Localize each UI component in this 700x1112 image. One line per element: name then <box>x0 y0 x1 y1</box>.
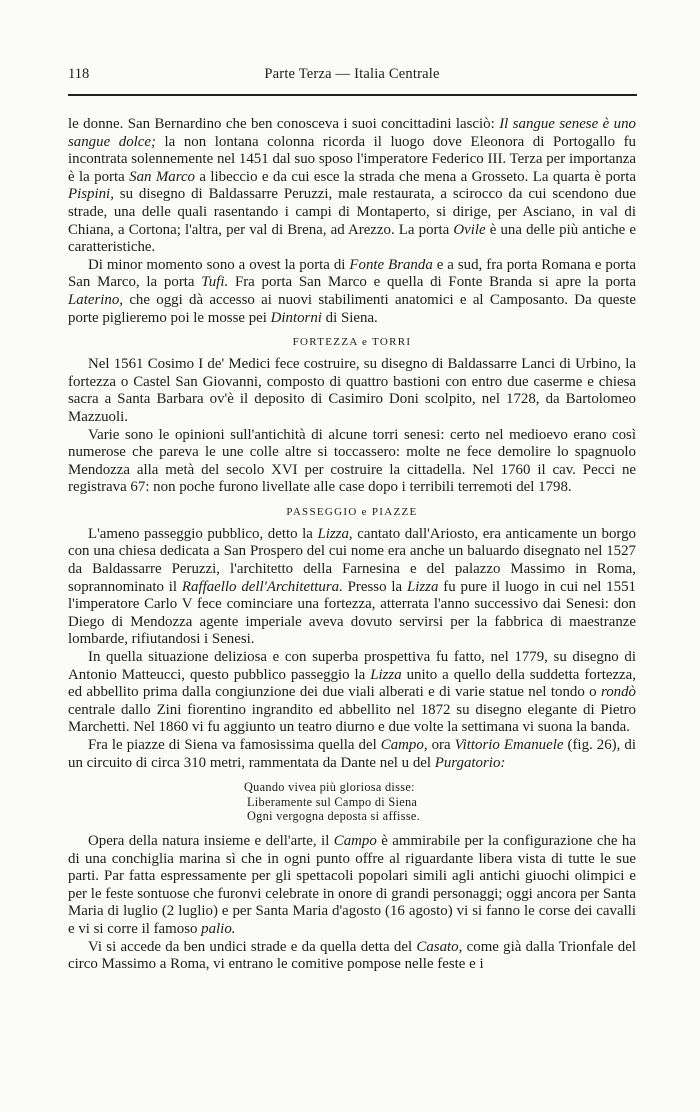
paragraph: Varie sono le opinioni sull'antichità di alcune torri senesi: certo nel medioevo erano così numerose che pareva le une colle altre si toccassero: molte ne fece demolire lo spagnuolo Mendozza alla metà del secolo XVI per costruire la cittadella. Nel 1760 il cav. Pecci ne registrava 67: non poche furono livellate alle case dopo i terribili terremoti del 1798. <box>68 426 636 496</box>
paragraph: Nel 1561 Cosimo I de' Medici fece costruire, su disegno di Baldassarre Lanci di Urbino, la fortezza o Castel San Giovanni, composto di quattro bastioni con entro due caserme e chiesa sacra a Santa Barbara ov'è il deposito di Casimiro Doni scolpito, nel 1728, da Bartolomeo Mazzuoli. <box>68 356 636 425</box>
section-heading: FORTEZZA e TORRI <box>292 336 412 349</box>
section-heading: PASSEGGIO e PIAZZE <box>286 505 418 518</box>
paragraph: Di minor momento sono a ovest la porta di Fonte Branda e a sud, fra porta Romana e porta San Marco, la porta Tufi. Fra porta San Marco e quella di Fonte Branda si apre la porta Laterino, che oggi dà accesso ai nuovi stabilimenti anatomici e al Camposanto. Da queste porte piglieremo poi le mosse pei Dintorni di Siena. <box>68 256 637 326</box>
verse-line: Liberamente sul Campo di Siena <box>247 794 418 809</box>
paragraph: In quella situazione deliziosa e con superba prospettiva fu fatto, nel 1779, su disegno di Antonio Matteucci, questo pubblico passeggio la Lizza unito a quello della suddetta fortezza, ed abbellito prima dalla congiunzione dei due viali alberati e di varie statue nel tondo o rondò centrale dallo Zini fiorentino ingrandito ed abbellito nel 1872 su disegno elegante di Pietro Marchetti. Nel 1860 vi fu aggiunto un teatro diurno e due volte la settimana vi suona la banda. <box>68 649 636 736</box>
running-head: Parte Terza — Italia Centrale <box>264 66 440 82</box>
paragraph: L'ameno passeggio pubblico, detto la Lizza, cantato dall'Ariosto, era anticamente un borgo con una chiesa dedicata a San Prospero del cui nome era anche un baluardo disegnato nel 1527 da Baldassarre Peruzzi, l'architetto della Farnesina e del palazzo Massimo in Roma, soprannominato il Raffaello dell'Architettura. Presso la Lizza fu pure il luogo in cui nel 1551 l'imperatore Carlo V fece cominciare una fortezza, atterrata l'anno successivo dai Senesi: don Diego di Mendozza agente imperiale aveva dovuto servirsi per la fabbrica di maestranze lombarde, rifiutandosi i Senesi. <box>68 525 636 648</box>
header-rule <box>68 94 637 96</box>
paragraph: le donne. San Bernardino che ben conosceva i suoi concittadini lasciò: Il sangue senese è uno sangue dolce; la non lontana colonna ricorda il luogo dove Eleonora di Portogallo fu incontrata solennemente nel 1451 dal suo sposo l'imperatore Federico III. Terza per importanza è la porta San Marco a libeccio e da cui esce la strada che mena a Grosseto. La quarta è porta Pispini, su disegno di Baldassarre Peruzzi, male restaurata, a scirocco da cui scendono due strade, una delle quali rasentando i campi di Montaperto, si dirige, per Asciano, in val di Chiana, a Cortona; l'altra, per val di Brena, ad Arezzo. La porta Ovile è una delle più antiche e caratteristiche. <box>68 116 637 256</box>
verse-line: Quando vivea più gloriosa disse: <box>244 780 415 795</box>
page-number: 118 <box>68 66 90 82</box>
body-text <box>68 116 636 974</box>
verse-line: Ogni vergogna deposta si affisse. <box>247 809 421 824</box>
paragraph: Fra le piazze di Siena va famosissima quella del Campo, ora Vittorio Emanuele (fig. 26), di un circuito di circa 310 metri, rammentata da Dante nel u del Purgatorio: <box>68 737 636 771</box>
page-header <box>68 64 636 88</box>
paragraph: Vi si accede da ben undici strade e da quella detta del Casato, come già dalla Trionfale del circo Massimo a Roma, vi entrano le comitive pompose nelle feste e i <box>68 938 636 973</box>
paragraph: Opera della natura insieme e dell'arte, il Campo è ammirabile per la configurazione che ha di una conchiglia marina sì che in ogni punto offre al riguardante libera vista di tutte le sue parti. Par fatta espressamente per gli spettacoli popolari simili agli antichi giuochi olimpici e per le feste sontuose che furonvi celebrate in onore di grandi personaggi; oggi ancora per Santa Maria di luglio (2 luglio) e per Santa Maria d'agosto (16 agosto) vi si fanno le corse dei cavalli e vi si corre il famoso palio. <box>68 832 636 937</box>
verse-quotation <box>244 780 636 824</box>
